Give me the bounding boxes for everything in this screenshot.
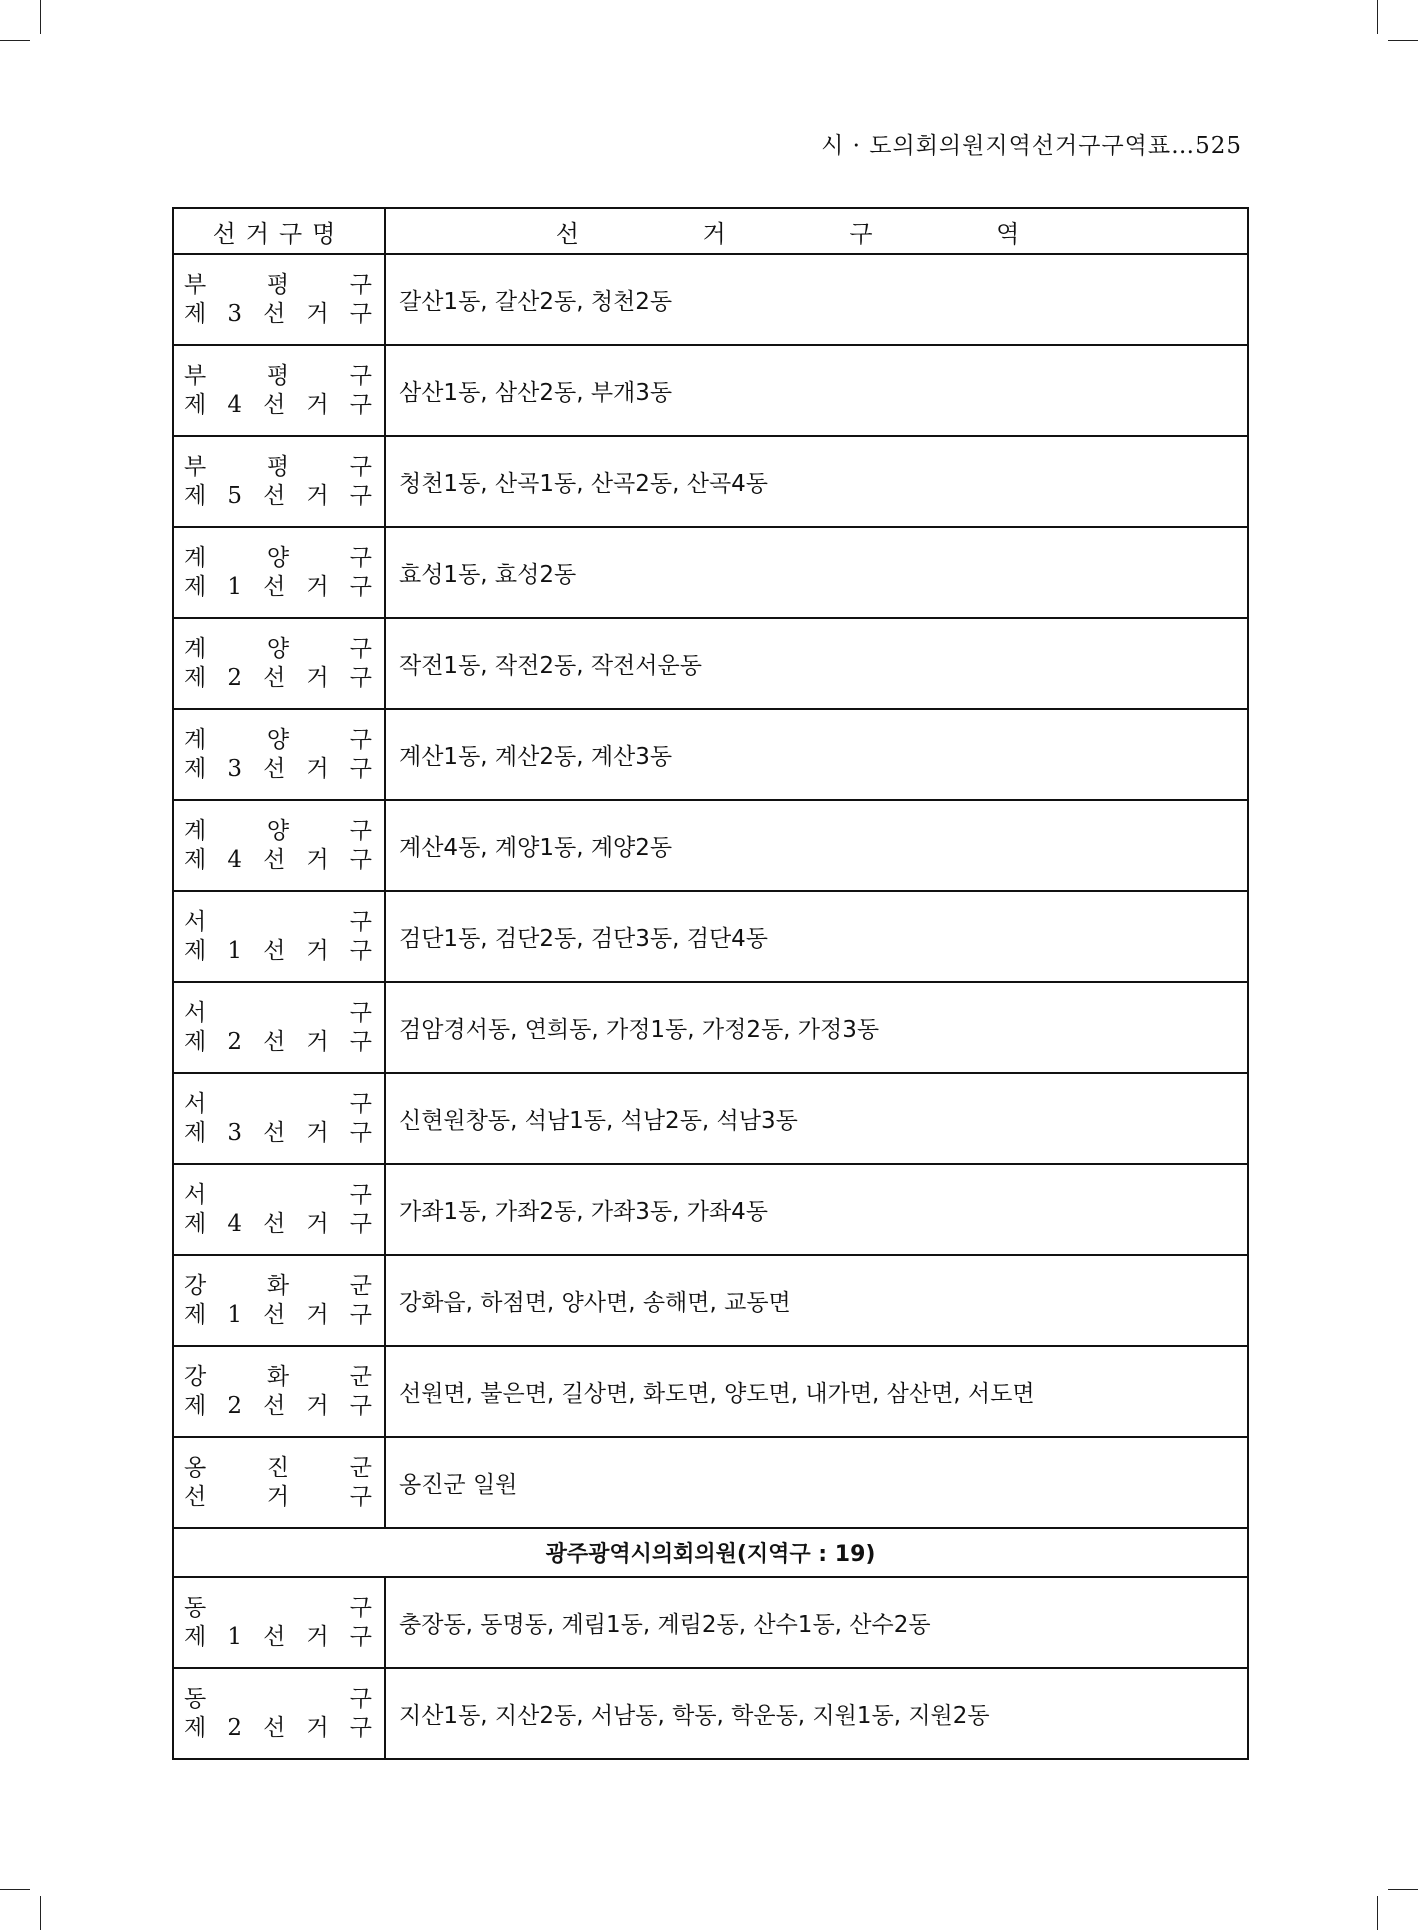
name-char: 양	[266, 635, 290, 662]
header-district-name: 선거구명	[173, 208, 385, 254]
name-char: 거	[306, 1392, 329, 1419]
name-char: 구	[349, 1714, 372, 1741]
district-name-line1	[184, 1685, 372, 1714]
name-char: 선	[263, 1119, 286, 1146]
district-name-line1	[184, 1594, 372, 1623]
name-char: 4	[227, 846, 242, 873]
district-name-line1	[184, 999, 372, 1028]
table-row	[173, 345, 1248, 436]
name-char: 제	[184, 482, 207, 509]
district-name-line1	[184, 1454, 372, 1483]
name-char: 선	[263, 1392, 286, 1419]
table-row	[173, 618, 1248, 709]
name-char: 평	[266, 362, 290, 389]
header-district-area: 선 거 구 역	[385, 208, 1248, 254]
table-body	[173, 254, 1248, 1759]
name-char: 거	[306, 391, 329, 418]
table-row	[173, 527, 1248, 618]
name-char: 구	[349, 1301, 372, 1328]
name-char: 구	[349, 1090, 372, 1117]
name-char: 구	[349, 1685, 372, 1712]
district-name-cell	[173, 436, 385, 527]
name-char: 구	[349, 937, 372, 964]
name-char: 선	[263, 664, 286, 691]
table-row	[173, 891, 1248, 982]
name-char: 선	[263, 391, 286, 418]
district-name-cell	[173, 1346, 385, 1437]
table-row	[173, 436, 1248, 527]
district-area-cell: 삼산1동, 삼산2동, 부개3동	[385, 345, 1248, 436]
name-char: 4	[227, 391, 242, 418]
district-name-cell	[173, 254, 385, 345]
name-char: 거	[306, 1623, 329, 1650]
name-char: 1	[227, 937, 242, 964]
district-name-line2	[184, 846, 372, 875]
district-name-line1	[184, 544, 372, 573]
district-name-cell	[173, 1073, 385, 1164]
name-char: 제	[184, 664, 207, 691]
crop-mark	[1377, 0, 1378, 34]
name-char: 2	[227, 1028, 242, 1055]
name-char: 계	[184, 635, 207, 662]
table-row	[173, 800, 1248, 891]
district-name-line2	[184, 300, 372, 329]
name-char: 평	[266, 453, 290, 480]
name-char: 구	[349, 1392, 372, 1419]
name-char: 계	[184, 544, 207, 571]
name-char: 화	[266, 1272, 290, 1299]
district-name-cell	[173, 1668, 385, 1759]
name-char: 군	[349, 1363, 372, 1390]
name-char: 제	[184, 1119, 207, 1146]
name-char: 계	[184, 726, 207, 753]
name-char: 거	[306, 1119, 329, 1146]
crop-mark	[40, 0, 41, 34]
name-char: 제	[184, 937, 207, 964]
name-char: 양	[266, 544, 290, 571]
district-name-cell	[173, 618, 385, 709]
district-area-cell: 갈산1동, 갈산2동, 청천2동	[385, 254, 1248, 345]
name-char: 구	[349, 1483, 372, 1510]
name-char: 양	[266, 817, 290, 844]
section-title: 광주광역시의회의원(지역구 : 19)	[173, 1528, 1248, 1577]
district-area-cell: 신현원창동, 석남1동, 석남2동, 석남3동	[385, 1073, 1248, 1164]
district-name-line1	[184, 453, 372, 482]
table-row	[173, 1073, 1248, 1164]
name-char: 2	[227, 664, 242, 691]
name-char: 제	[184, 1028, 207, 1055]
district-name-cell	[173, 527, 385, 618]
name-char: 평	[266, 271, 290, 298]
district-name-cell	[173, 1577, 385, 1668]
name-char: 서	[184, 908, 207, 935]
name-char: 선	[263, 1028, 286, 1055]
district-name-cell	[173, 891, 385, 982]
table-row	[173, 1668, 1248, 1759]
name-char: 거	[306, 664, 329, 691]
name-char: 부	[184, 362, 207, 389]
name-char: 선	[263, 300, 286, 327]
district-area-cell: 충장동, 동명동, 계림1동, 계림2동, 산수1동, 산수2동	[385, 1577, 1248, 1668]
name-char: 부	[184, 271, 207, 298]
name-char: 3	[227, 1119, 242, 1146]
name-char: 제	[184, 1392, 207, 1419]
name-char: 1	[227, 573, 242, 600]
name-char: 제	[184, 846, 207, 873]
name-char: 구	[349, 635, 372, 662]
name-char: 서	[184, 999, 207, 1026]
name-char: 선	[263, 1623, 286, 1650]
district-area-cell: 강화읍, 하점면, 양사면, 송해면, 교동면	[385, 1255, 1248, 1346]
district-name-line2	[184, 482, 372, 511]
name-char: 구	[349, 1028, 372, 1055]
name-char: 부	[184, 453, 207, 480]
name-char: 동	[184, 1594, 207, 1621]
name-char: 군	[349, 1272, 372, 1299]
name-char: 강	[184, 1363, 207, 1390]
crop-mark	[1377, 1896, 1378, 1930]
name-char: 옹	[184, 1454, 207, 1481]
district-name-line2	[184, 1392, 372, 1421]
district-name-line2	[184, 1483, 372, 1512]
crop-mark	[0, 1889, 30, 1890]
name-char: 구	[349, 908, 372, 935]
district-area-cell: 옹진군 일원	[385, 1437, 1248, 1528]
name-char: 구	[349, 300, 372, 327]
name-char: 거	[306, 846, 329, 873]
running-head: 시 · 도의회의원지역선거구구역표…525	[821, 133, 1242, 159]
name-char: 거	[306, 482, 329, 509]
name-char: 제	[184, 1623, 207, 1650]
table-row	[173, 982, 1248, 1073]
name-char: 제	[184, 1210, 207, 1237]
district-name-cell	[173, 982, 385, 1073]
name-char: 구	[349, 1623, 372, 1650]
district-area-cell: 계산4동, 계양1동, 계양2동	[385, 800, 1248, 891]
name-char: 군	[349, 1454, 372, 1481]
district-name-line1	[184, 362, 372, 391]
crop-mark	[1388, 40, 1418, 41]
district-area-cell: 검단1동, 검단2동, 검단3동, 검단4동	[385, 891, 1248, 982]
district-name-line2	[184, 937, 372, 966]
name-char: 구	[349, 1119, 372, 1146]
name-char: 서	[184, 1181, 207, 1208]
name-char: 선	[263, 1714, 286, 1741]
name-char: 제	[184, 1714, 207, 1741]
table-row	[173, 1577, 1248, 1668]
district-name-cell	[173, 709, 385, 800]
name-char: 진	[266, 1454, 290, 1481]
name-char: 1	[227, 1623, 242, 1650]
name-char: 강	[184, 1272, 207, 1299]
name-char: 구	[349, 726, 372, 753]
table-header-row	[173, 208, 1248, 254]
name-char: 구	[349, 453, 372, 480]
district-name-line2	[184, 1210, 372, 1239]
district-name-line1	[184, 726, 372, 755]
name-char: 선	[263, 937, 286, 964]
name-char: 거	[306, 573, 329, 600]
name-char: 구	[349, 1594, 372, 1621]
name-char: 4	[227, 1210, 242, 1237]
district-area-cell: 청천1동, 산곡1동, 산곡2동, 산곡4동	[385, 436, 1248, 527]
name-char: 구	[349, 271, 372, 298]
electoral-district-table	[172, 207, 1249, 1760]
table-row	[173, 709, 1248, 800]
name-char: 계	[184, 817, 207, 844]
name-char: 구	[349, 362, 372, 389]
name-char: 거	[266, 1483, 290, 1510]
name-char: 제	[184, 300, 207, 327]
name-char: 선	[263, 846, 286, 873]
district-name-line2	[184, 391, 372, 420]
district-name-line2	[184, 755, 372, 784]
name-char: 3	[227, 755, 242, 782]
district-area-cell: 효성1동, 효성2동	[385, 527, 1248, 618]
name-char: 선	[263, 1301, 286, 1328]
district-name-line2	[184, 1623, 372, 1652]
table-row	[173, 1164, 1248, 1255]
table-row	[173, 1437, 1248, 1528]
district-name-cell	[173, 800, 385, 891]
district-name-line1	[184, 1363, 372, 1392]
district-area-cell: 가좌1동, 가좌2동, 가좌3동, 가좌4동	[385, 1164, 1248, 1255]
district-name-line2	[184, 664, 372, 693]
district-name-line1	[184, 1181, 372, 1210]
district-name-cell	[173, 1437, 385, 1528]
district-name-line2	[184, 1301, 372, 1330]
district-area-cell: 작전1동, 작전2동, 작전서운동	[385, 618, 1248, 709]
name-char: 구	[349, 482, 372, 509]
crop-mark	[1388, 1889, 1418, 1890]
name-char: 구	[349, 999, 372, 1026]
name-char: 구	[349, 1210, 372, 1237]
name-char: 3	[227, 300, 242, 327]
table-row	[173, 1255, 1248, 1346]
district-name-cell	[173, 1164, 385, 1255]
name-char: 구	[349, 1181, 372, 1208]
name-char: 구	[349, 664, 372, 691]
name-char: 선	[263, 573, 286, 600]
crop-mark	[0, 40, 30, 41]
district-area-cell: 계산1동, 계산2동, 계산3동	[385, 709, 1248, 800]
district-area-cell: 검암경서동, 연희동, 가정1동, 가정2동, 가정3동	[385, 982, 1248, 1073]
name-char: 제	[184, 573, 207, 600]
name-char: 거	[306, 1714, 329, 1741]
district-name-line2	[184, 1714, 372, 1743]
crop-mark	[40, 1896, 41, 1930]
name-char: 선	[263, 482, 286, 509]
section-header-row	[173, 1528, 1248, 1577]
table-row	[173, 1346, 1248, 1437]
district-name-cell	[173, 1255, 385, 1346]
district-name-line1	[184, 1272, 372, 1301]
name-char: 2	[227, 1392, 242, 1419]
name-char: 제	[184, 391, 207, 418]
district-area-cell: 지산1동, 지산2동, 서남동, 학동, 학운동, 지원1동, 지원2동	[385, 1668, 1248, 1759]
name-char: 구	[349, 573, 372, 600]
district-name-line1	[184, 1090, 372, 1119]
name-char: 거	[306, 1028, 329, 1055]
name-char: 서	[184, 1090, 207, 1117]
name-char: 5	[227, 482, 242, 509]
name-char: 선	[263, 755, 286, 782]
name-char: 구	[349, 755, 372, 782]
name-char: 2	[227, 1714, 242, 1741]
name-char: 동	[184, 1685, 207, 1712]
district-name-line2	[184, 1028, 372, 1057]
name-char: 거	[306, 755, 329, 782]
name-char: 거	[306, 300, 329, 327]
district-name-line1	[184, 817, 372, 846]
district-name-line2	[184, 1119, 372, 1148]
name-char: 거	[306, 1301, 329, 1328]
name-char: 거	[306, 937, 329, 964]
name-char: 제	[184, 1301, 207, 1328]
table-row	[173, 254, 1248, 345]
district-name-line1	[184, 635, 372, 664]
name-char: 구	[349, 817, 372, 844]
name-char: 거	[306, 1210, 329, 1237]
name-char: 구	[349, 846, 372, 873]
name-char: 선	[184, 1483, 207, 1510]
district-name-line1	[184, 908, 372, 937]
district-name-cell	[173, 345, 385, 436]
name-char: 화	[266, 1363, 290, 1390]
district-area-cell: 선원면, 불은면, 길상면, 화도면, 양도면, 내가면, 삼산면, 서도면	[385, 1346, 1248, 1437]
name-char: 양	[266, 726, 290, 753]
name-char: 선	[263, 1210, 286, 1237]
name-char: 제	[184, 755, 207, 782]
name-char: 구	[349, 544, 372, 571]
district-name-line1	[184, 271, 372, 300]
name-char: 1	[227, 1301, 242, 1328]
name-char: 구	[349, 391, 372, 418]
district-name-line2	[184, 573, 372, 602]
